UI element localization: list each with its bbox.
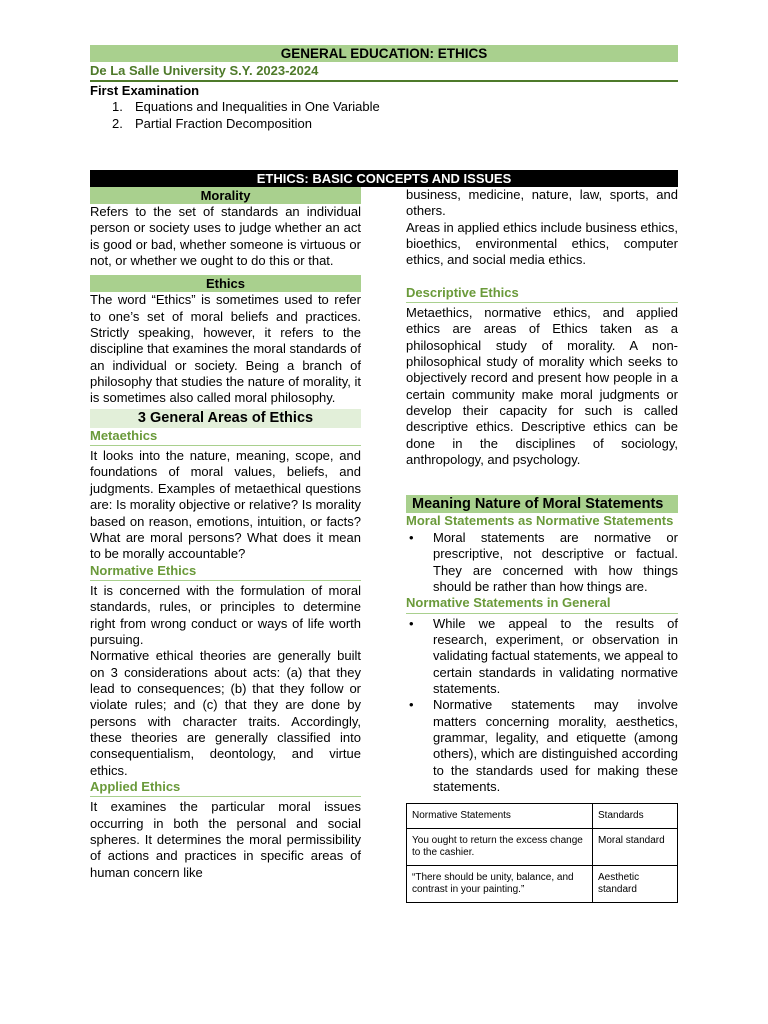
descriptive-ethics-text: Metaethics, normative ethics, and applied ethics are areas of Ethics taken as a philosophical study of morality. A non-philosophical study of morality which seeks to objectively record and present how people in a certain community make moral judgments or develop their capacity for such is called descriptive ethics. Descriptive ethics can be done in the disciplines of sociology, anthropology, and psychology.	[406, 305, 678, 468]
table-cell: You ought to return the excess change to the cashier.	[407, 829, 593, 866]
table-header-cell: Standards	[593, 804, 678, 829]
moral-statements-list	[406, 530, 678, 595]
table-cell: Moral standard	[593, 829, 678, 866]
moral-statements-heading: Meaning Nature of Moral Statements	[406, 495, 678, 513]
normative-statements-subheading: Moral Statements as Normative Statements	[406, 512, 674, 528]
normative-ethics-heading: Normative Ethics	[90, 563, 361, 581]
bullet-icon: •	[409, 529, 414, 545]
document-title: GENERAL EDUCATION: ETHICS	[90, 45, 678, 62]
table-header-cell: Normative Statements	[407, 804, 593, 829]
table-cell: “There should be unity, balance, and contrast in your painting.”	[407, 866, 593, 903]
applied-ethics-continued: business, medicine, nature, law, sports, and others.	[406, 187, 678, 219]
topic-item	[90, 99, 380, 116]
applied-ethics-text: It examines the particular moral issues occurring in both the personal and social spheres. It determines the moral permissibility of actions and practices in specific areas of human concern like	[90, 799, 361, 880]
bullet-icon: •	[409, 615, 414, 631]
metaethics-heading: Metaethics	[90, 428, 361, 446]
ethics-text: The word “Ethics” is sometimes used to refer to one’s set of moral beliefs and practices. Strictly speaking, however, it refers to the discipline that examines the moral standards of an individual or society. Being a branch of philosophy that studies the nature of morality, it is sometimes also called moral philosophy.	[90, 292, 361, 406]
normative-statements-list	[406, 616, 678, 796]
table-header-row	[407, 804, 678, 829]
topic-list	[90, 99, 380, 132]
applied-ethics-heading: Applied Ethics	[90, 779, 361, 797]
bullet-icon: •	[409, 697, 414, 713]
morality-heading: Morality	[90, 187, 361, 204]
morality-text: Refers to the set of standards an individual person or society uses to judge whether an act is good or bad, whether someone is virtuous or not, or whether we ought to do this or that.	[90, 204, 361, 269]
normative-statements-general-heading: Normative Statements in General	[406, 595, 678, 613]
left-column	[90, 187, 361, 881]
areas-heading: 3 General Areas of Ethics	[90, 409, 361, 428]
applied-ethics-areas: Areas in applied ethics include business ethics, bioethics, environmental ethics, computer ethics, and social media ethics.	[406, 219, 678, 268]
list-item	[406, 530, 678, 595]
topic-number: 1.	[112, 99, 123, 114]
normative-ethics-theories: Normative ethical theories are generally built on 3 considerations about acts: (a) that they lead to consequences; (b) that they follow or violate rules; and (c) that they are done by persons with character traits. Accordingly, these theories are generally classified into consequentialism, deontology, and virtue ethics.	[90, 648, 361, 778]
ethics-heading: Ethics	[90, 275, 361, 292]
topic-number: 2.	[112, 115, 123, 131]
standards-table	[406, 803, 678, 903]
metaethics-text: It looks into the nature, meaning, scope, and foundations of moral values, beliefs, and judgments. Examples of metaethical questions are: Is morality objective or relative? Is morality based on reason, emotions, intuition, or facts? What are moral persons? What does it mean to be morally accountable?	[90, 448, 361, 562]
topic-text: Partial Fraction Decomposition	[135, 115, 313, 131]
list-item	[406, 616, 678, 698]
descriptive-ethics-heading: Descriptive Ethics	[406, 285, 678, 303]
normative-ethics-text: It is concerned with the formulation of moral standards, rules, or principles to determine right from wrong conduct or ways of life worth pursuing.	[90, 582, 361, 647]
table-row	[407, 866, 678, 903]
table-row	[407, 829, 678, 866]
exam-title: First Examination	[90, 83, 200, 98]
list-item	[406, 697, 678, 795]
divider	[90, 80, 678, 82]
list-item-text: Moral statements are normative or prescriptive, not descriptive or factual. They are concerned with how things should be rather than how things are.	[433, 529, 678, 594]
right-column	[406, 187, 678, 903]
section-title: ETHICS: BASIC CONCEPTS AND ISSUES	[90, 170, 678, 187]
list-item-text: Normative statements may involve matters concerning morality, aesthetics, grammar, legality, and etiquette (among others), which are distinguished according to the standards used for making these statements.	[433, 697, 678, 794]
topic-item	[90, 116, 380, 133]
school-name: De La Salle University S.Y. 2023-2024	[90, 63, 319, 78]
list-item-text: While we appeal to the results of research, experiment, or observation in validating factual statements, we appeal to certain standards in validating normative statements.	[433, 615, 678, 696]
topic-text: Equations and Inequalities in One Variable	[135, 99, 380, 114]
table-cell: Aesthetic standard	[593, 866, 678, 903]
